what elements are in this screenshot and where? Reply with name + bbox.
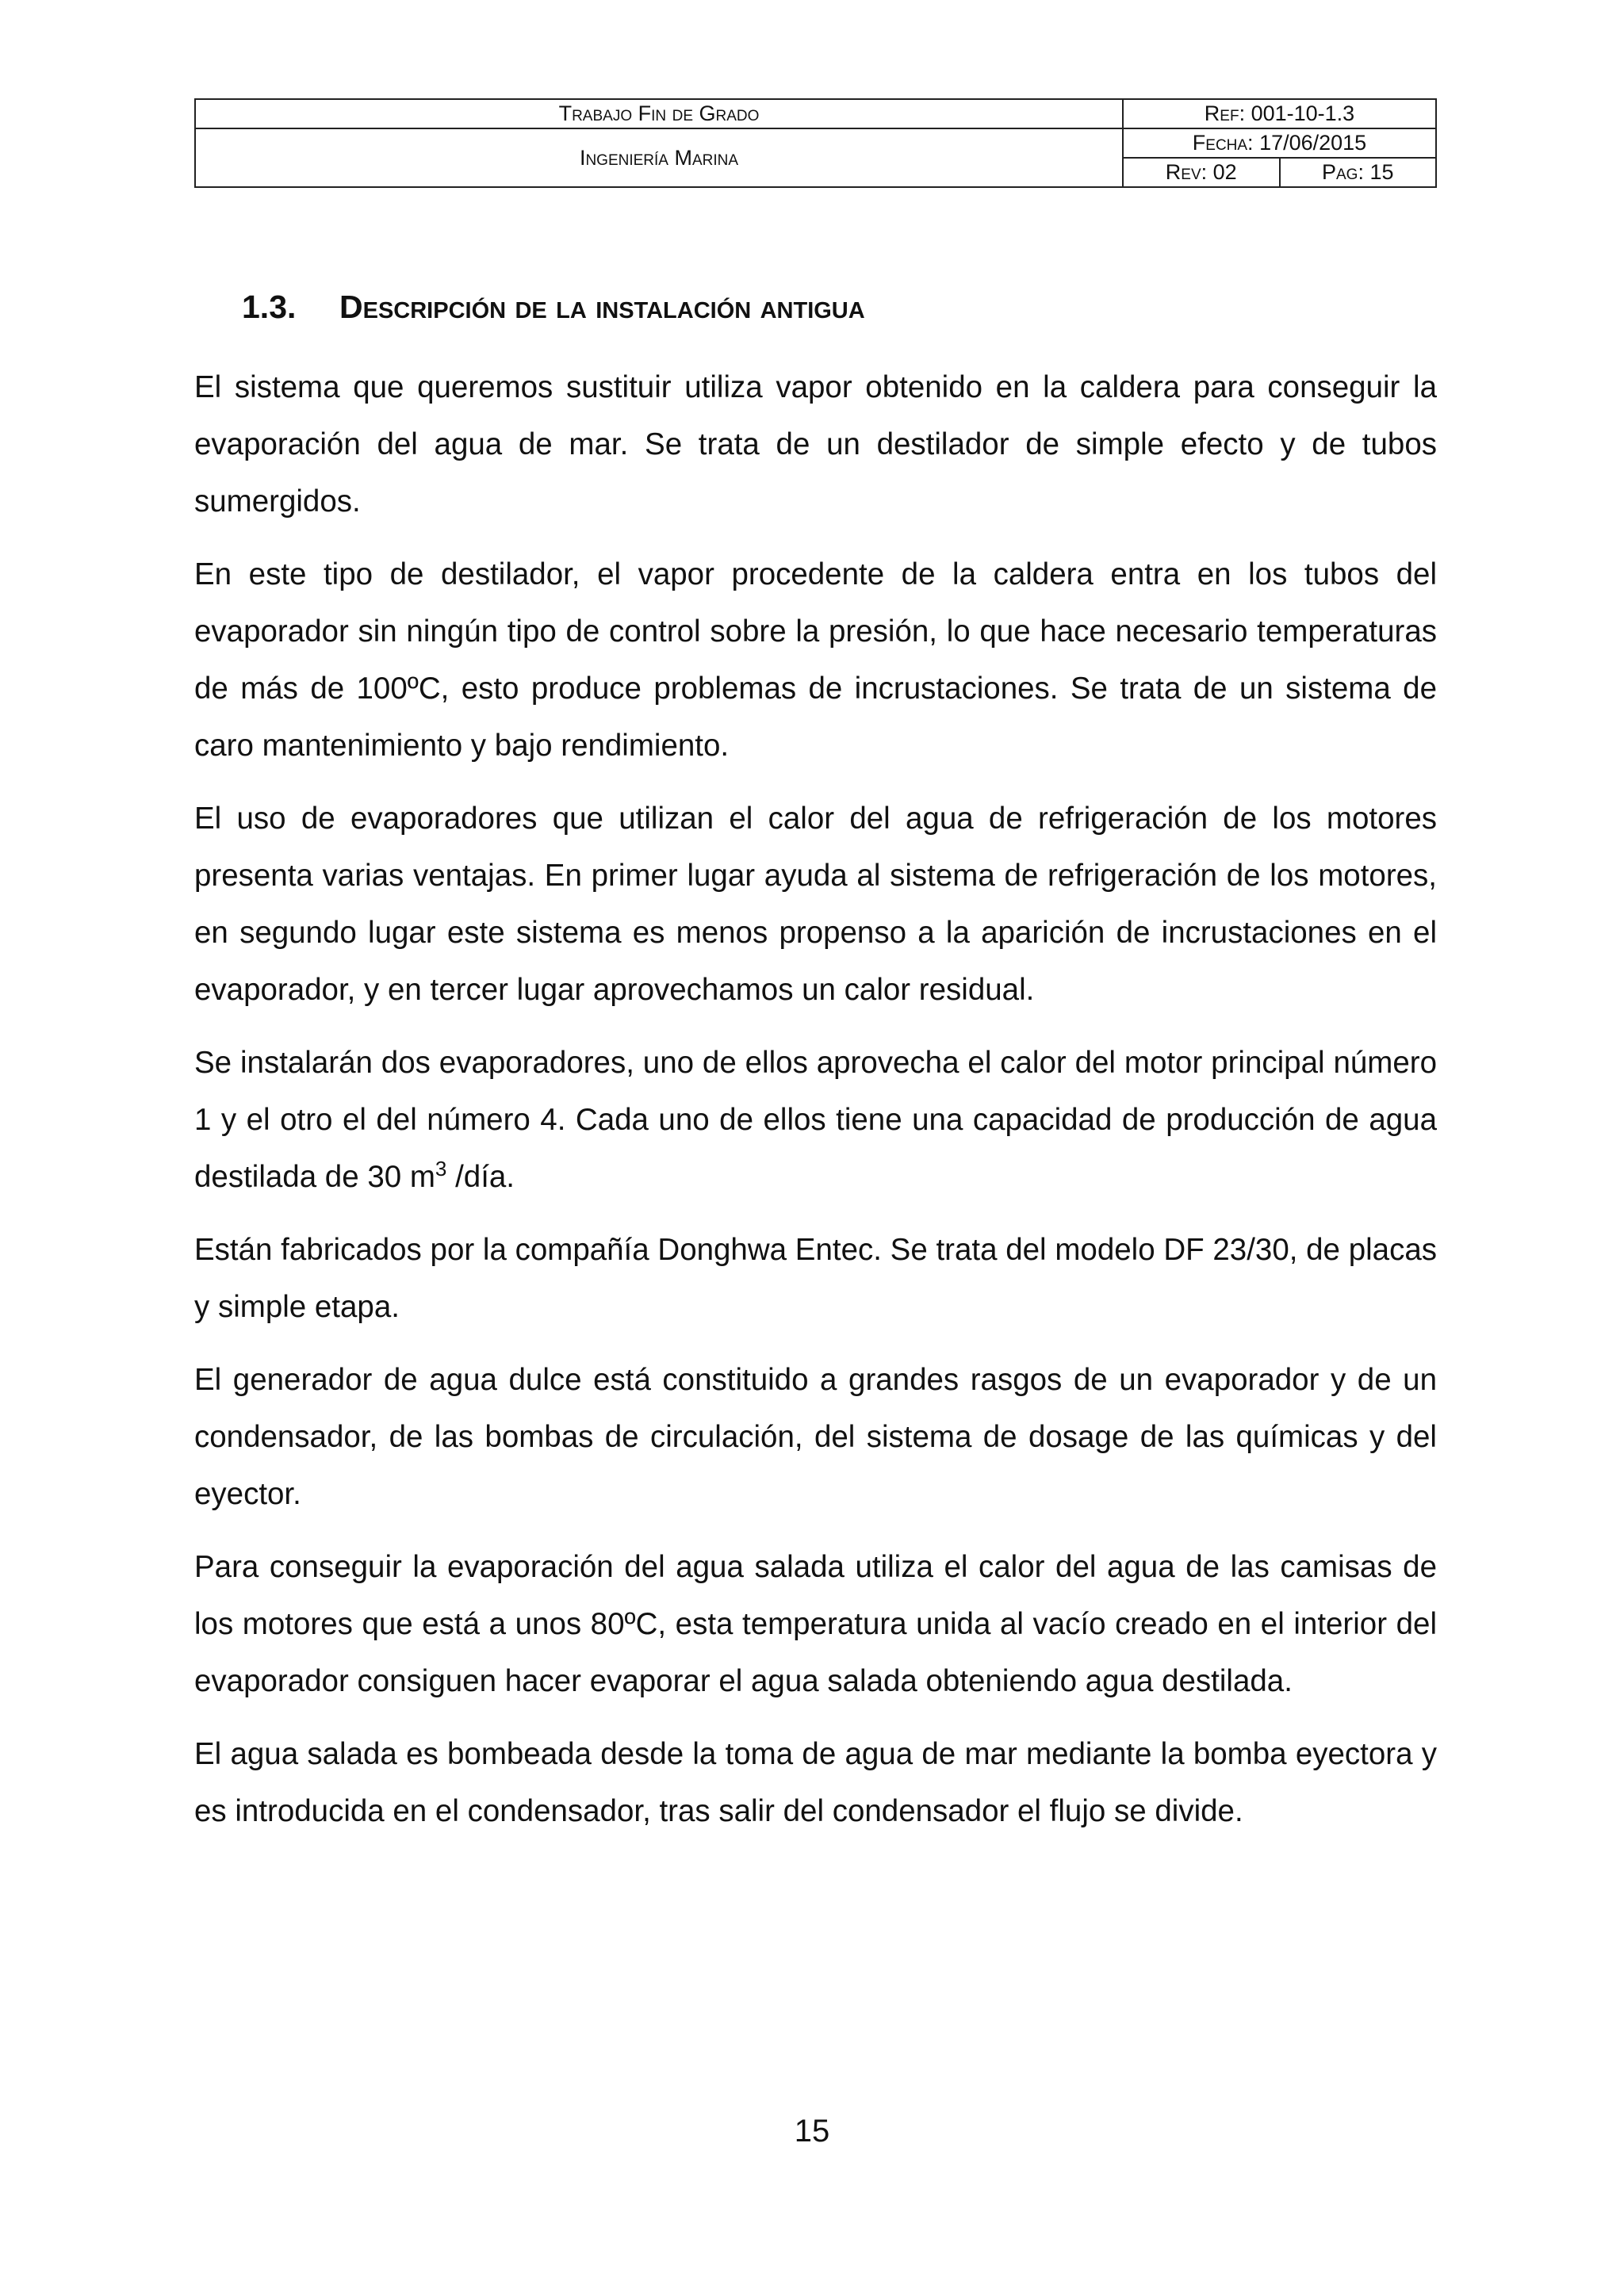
header-revision: Rev: 02: [1123, 158, 1280, 187]
superscript: 3: [435, 1157, 447, 1181]
header-date: Fecha: 17/06/2015: [1123, 128, 1436, 158]
paragraph: El uso de evaporadores que utilizan el calor del agua de refrigeración de los motores presenta varias ventajas. En primer lugar ayuda al sistema de refrigeración de los motores, en segundo lugar este sistema es menos propenso a la aparición de incrustaciones en el evaporador, y en tercer lugar aprovechamos un calor residual.: [194, 802, 1437, 1007]
paragraph: En este tipo de destilador, el vapor procedente de la caldera entra en los tubos del evaporador sin ningún tipo de control sobre la presión, lo que hace necesario temperaturas de más de 100ºC, esto produce problemas de incrustaciones. Se trata de un sistema de caro mantenimiento y bajo rendimiento.: [194, 557, 1437, 763]
section-number: 1.3.: [242, 289, 297, 325]
paragraph: Para conseguir la evaporación del agua salada utiliza el calor del agua de las camisas de los motores que está a unos 80ºC, esta temperatura unida al vacío creado en el interior del evaporador consiguen hacer evaporar el agua salada obteniendo agua destilada.: [194, 1550, 1437, 1698]
paragraph: El agua salada es bombeada desde la toma de agua de mar mediante la bomba eyectora y es introducida en el condensador, tras salir del condensador el flujo se divide.: [194, 1737, 1437, 1828]
paragraph: El sistema que queremos sustituir utiliza vapor obtenido en la caldera para conseguir la evaporación del agua de mar. Se trata de un destilador de simple efecto y de tubos sumergidos.: [194, 370, 1437, 519]
header-document-type: Trabajo Fin de Grado: [195, 99, 1123, 128]
header-reference: Ref: 001-10-1.3: [1123, 99, 1436, 128]
section-title: Descripción de la instalación antigua: [339, 289, 865, 325]
paragraph-text: Se instalarán dos evaporadores, uno de ellos aprovecha el calor del motor principal número 1 y el otro el del número 4. Cada uno de ellos tiene una capacidad de producción de agua destilada de 30 m: [194, 1046, 1437, 1194]
header-degree: Ingeniería Marina: [195, 128, 1123, 187]
paragraph-capacity: [194, 1035, 1437, 1206]
document-header-table: [194, 98, 1437, 188]
paragraph: Están fabricados por la compañía Donghwa Entec. Se trata del modelo DF 23/30, de placas y simple etapa.: [194, 1233, 1437, 1324]
body-text: [194, 359, 1437, 1856]
paragraph: El generador de agua dulce está constituido a grandes rasgos de un evaporador y de un condensador, de las bombas de circulación, del sistema de dosage de las químicas y del eyector.: [194, 1363, 1437, 1511]
paragraph-text: /día.: [446, 1160, 515, 1194]
page-number: 15: [794, 2114, 830, 2149]
header-page: Pag: 15: [1280, 158, 1437, 187]
section-heading: [242, 284, 865, 330]
